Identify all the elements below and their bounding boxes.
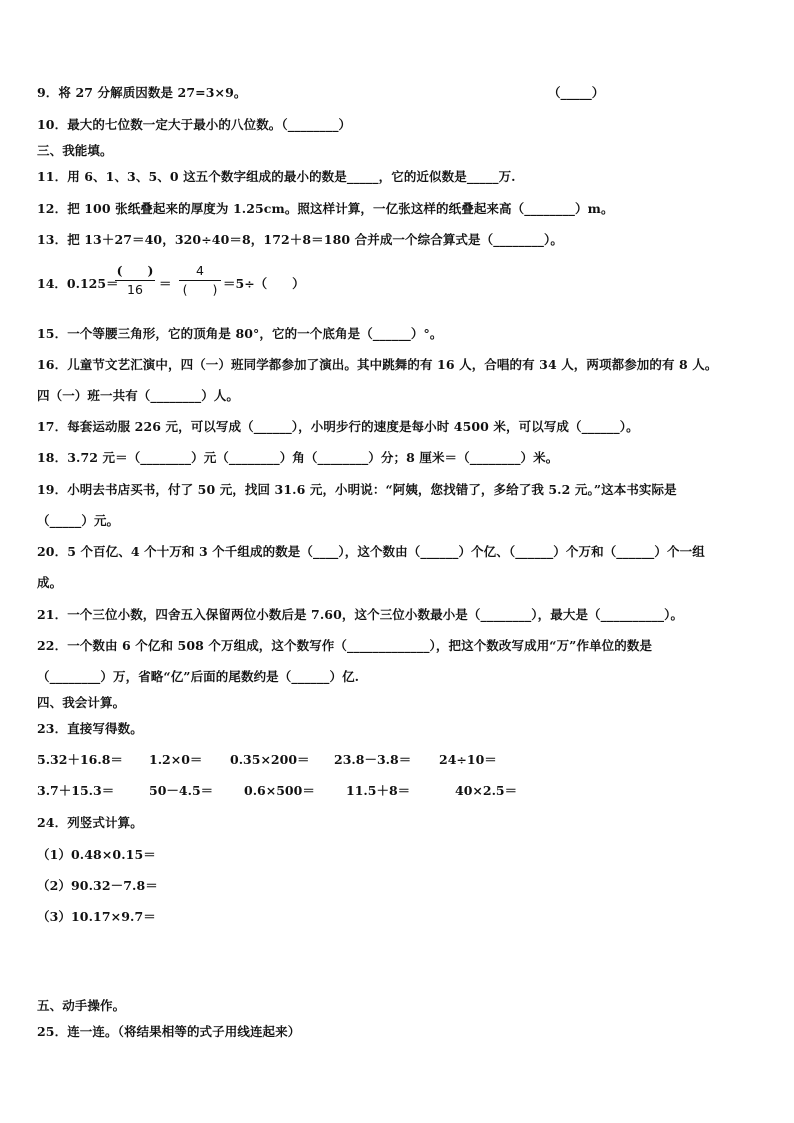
- calc-item: 3.7＋15.3＝: [37, 783, 115, 798]
- fraction-1-numerator: ( ): [116, 263, 154, 278]
- section-5-heading: 五、动手操作。: [37, 998, 126, 1013]
- question-17: 17．每套运动服 226 元，可以写成（______），小明步行的速度是每小时 4500 米，可以写成（______）。: [37, 419, 639, 434]
- fraction-2-numerator: 4: [196, 263, 204, 278]
- question-24-item-3: （3）10.17×9.7＝: [37, 909, 156, 924]
- question-19-line-1: 19．小明去书店买书，付了 50 元，找回 31.6 元，小明说：“阿姨，您找错了，多给了我 5.2 元。”这本书实际是: [37, 482, 677, 497]
- question-24: 24．列竖式计算。: [37, 815, 143, 830]
- question-20-line-2: 成。: [37, 575, 63, 590]
- question-14-fraction-1: [115, 262, 155, 299]
- question-18: 18．3.72 元＝（________）元（________）角（________）分；8 厘米＝（________）米。: [37, 450, 559, 465]
- question-14-equals: ＝: [159, 276, 172, 291]
- question-11: 11．用 6、1、3、5、0 这五个数字组成的最小的数是_____，它的近似数是_____万.: [37, 169, 516, 184]
- question-23: 23．直接写得数。: [37, 721, 143, 736]
- question-14-tail: ＝5÷（ ）: [223, 276, 305, 291]
- question-21: 21．一个三位小数，四舍五入保留两位小数后是 7.60，这个三位小数最小是（________），最大是（__________）。: [37, 607, 684, 622]
- question-24-item-2: （2）90.32－7.8＝: [37, 878, 158, 893]
- question-20-line-1: 20．5 个百亿、4 个十万和 3 个千组成的数是（____），这个数由（______）个亿、（______）个万和（______）个一组: [37, 544, 705, 559]
- calc-item: 1.2×0＝: [149, 752, 203, 767]
- question-16-line-1: 16．儿童节文艺汇演中，四（一）班同学都参加了演出。其中跳舞的有 16 人，合唱的有 34 人，两项都参加的有 8 人。: [37, 357, 718, 372]
- question-22-line-1: 22．一个数由 6 个亿和 508 个万组成，这个数写作（_____________），把这个数改写成用“万”作单位的数是: [37, 638, 653, 653]
- question-19-line-2: （_____）元。: [37, 513, 120, 528]
- section-3-heading: 三、我能填。: [37, 143, 113, 158]
- calc-item: 40×2.5＝: [455, 783, 518, 798]
- fraction-1-denominator: 16: [127, 282, 143, 297]
- question-15: 15．一个等腰三角形，它的顶角是 80°，它的一个底角是（______）°。: [37, 326, 443, 341]
- fraction-2-denominator: ( ): [182, 282, 218, 297]
- calc-item: 24÷10＝: [439, 752, 497, 767]
- calc-item: 11.5＋8＝: [346, 783, 411, 798]
- calc-item: 0.6×500＝: [244, 783, 315, 798]
- calc-item: 50－4.5＝: [149, 783, 214, 798]
- question-14-lead: 14．0.125＝: [37, 276, 119, 291]
- question-12: 12．把 100 张纸叠起来的厚度为 1.25cm。照这样计算，一亿张这样的纸叠起来高（________）m。: [37, 201, 614, 216]
- question-22-line-2: （________）万，省略“亿”后面的尾数约是（______）亿.: [37, 669, 360, 684]
- question-9-answer-blank: （_____）: [548, 85, 605, 100]
- section-4-heading: 四、我会计算。: [37, 695, 126, 710]
- question-10: 10．最大的七位数一定大于最小的八位数。（________）: [37, 117, 352, 132]
- calc-item: 23.8－3.8＝: [334, 752, 412, 767]
- question-25: 25．连一连。（将结果相等的式子用线连起来）: [37, 1024, 301, 1039]
- question-9: 9．将 27 分解质因数是 27=3×9。: [37, 85, 247, 100]
- calc-item: 5.32＋16.8＝: [37, 752, 123, 767]
- question-13: 13．把 13＋27＝40，320÷40＝8，172＋8＝180 合并成一个综合算式是（________）。: [37, 232, 563, 247]
- question-16-line-2: 四（一）班一共有（________）人。: [37, 388, 240, 403]
- question-14-fraction-2: [179, 262, 221, 299]
- question-24-item-1: （1）0.48×0.15＝: [37, 847, 156, 862]
- calc-item: 0.35×200＝: [230, 752, 310, 767]
